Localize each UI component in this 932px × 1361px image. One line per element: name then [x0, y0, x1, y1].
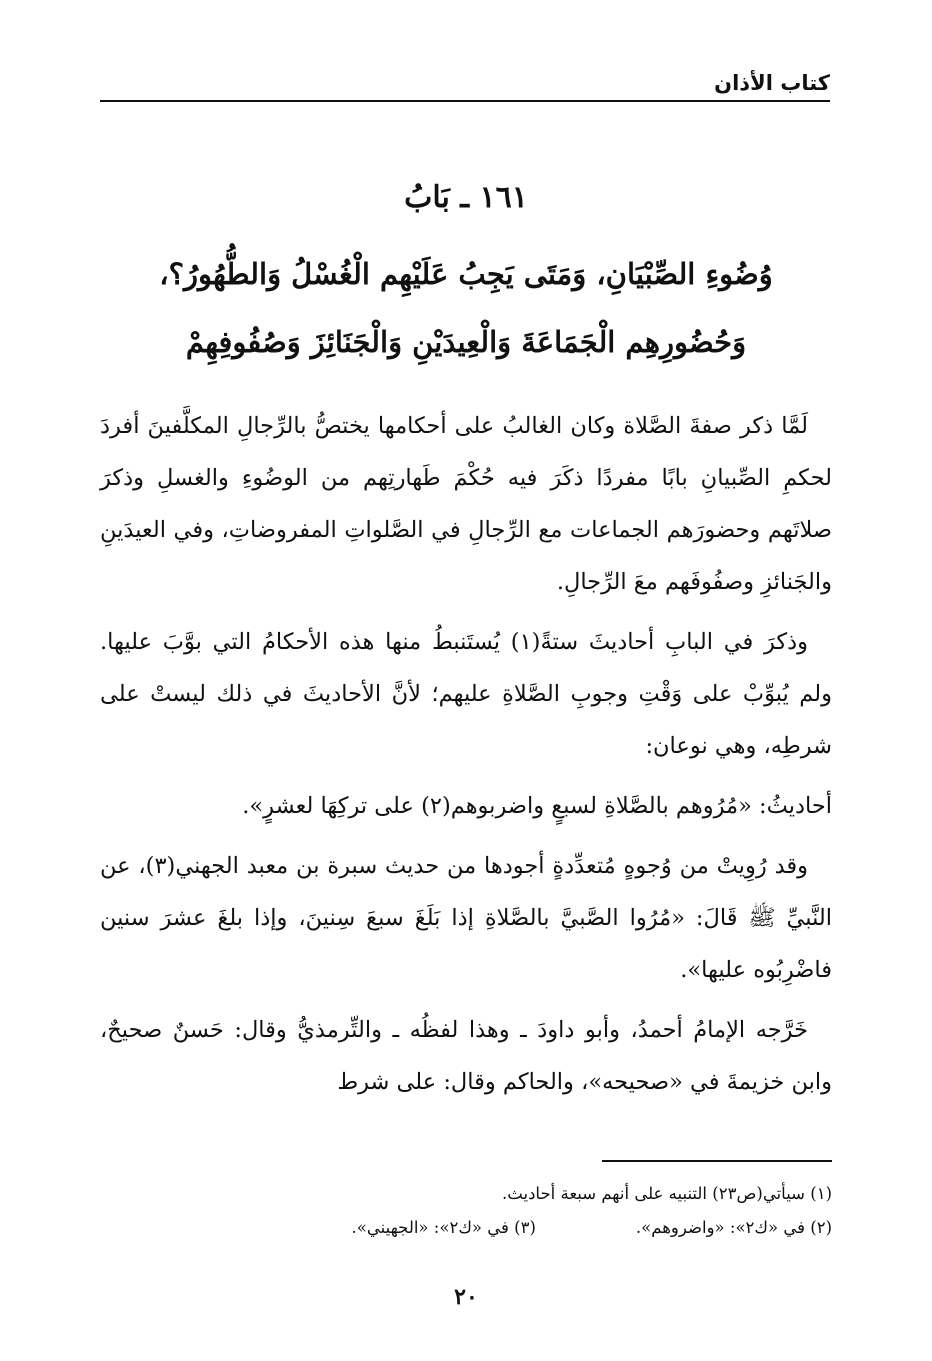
chapter-number: ١٦١ ـ بَابُ [404, 180, 528, 215]
footnote-2: (٢) في «ك٢»: «واضروهم». [635, 1218, 832, 1237]
body-text [100, 400, 832, 1108]
paragraph-narration: وقد رُوِيتْ من وُجوهٍ مُتعدِّدةٍ أجودها من حديث سبرة بن معبد الجهني(٣)، عن النَّبيِّ ﷺ قَالَ: «مُرُوا الصَّبيَّ بالصَّلاةِ إذا بَلَغَ سبعَ سِنينَ، وإذا بلغَ عشرَ سنين فاضْرِبُوه عليها». [100, 853, 832, 983]
chapter-title-line-2: وَحُضُورِهِم الْجَمَاعَةَ وَالْعِيدَيْنِ وَالْجَنَائِزَ وَصُفُوفِهِمْ [185, 325, 747, 359]
footnote-3: (٣) في «ك٢»: «الجهيني». [351, 1218, 536, 1237]
footnote-1: (١) سيأتي(ص٢٣) التنبيه على أنهم سبعة أحاديث. [502, 1184, 832, 1203]
running-header [100, 70, 830, 102]
footnote-row [100, 1211, 832, 1245]
footnotes [100, 1177, 832, 1245]
paragraph-intro: لَمَّا ذكر صفةَ الصَّلاة وكان الغالبُ على أحكامها يختصُّ بالرِّجالِ المكلَّفينَ أفردَ لحكمِ الصِّبيانِ بابًا مفردًا ذكَرَ فيه حُكْمَ طَهارتِهم من الوضُوءِ والغسلِ وذكرَ صلاتَهم وحضورَهم الجماعات مع الرِّجالِ في الصَّلواتِ المفروضاتِ، وفي العيدَينِ والجَنائزِ وصفُوفَهم معَ الرِّجالِ. [100, 413, 832, 595]
chapter-title-line-1: وُضُوءِ الصِّبْيَانِ، وَمَتَى يَجِبُ عَلَيْهِم الْغُسْلُ وَالطُّهُورُ؟، [159, 257, 773, 291]
paragraph-sources: خَرَّجه الإمامُ أحمدُ، وأبو داودَ ـ وهذا لفظُه ـ والتِّرمذيُّ وقال: حَسنٌ صحيحٌ، وابن خزيمةَ في «صحيحه»، والحاكم وقال: على شرط [100, 1017, 832, 1095]
footnote-divider [602, 1160, 832, 1162]
paragraph-hadith-quote: أحاديثُ: «مُرُوهم بالصَّلاةِ لسبعٍ واضربوهم(٢) على تركِهَا لعشرٍ». [242, 793, 832, 819]
running-title: كتاب الأذان [714, 71, 830, 95]
paragraph-hadith-count: وذكرَ في البابِ أحاديثَ ستةً(١) يُستَنبطُ منها هذه الأحكامُ التي بوَّبَ عليها. ولم يُبوِّبْ على وَقْتِ وجوبِ الصَّلاةِ عليهم؛ لأنَّ الأحاديثَ في ذلك ليستْ على شرطِه، وهي نوعان: [100, 629, 832, 759]
page-number: ٢٠ [454, 1284, 478, 1310]
